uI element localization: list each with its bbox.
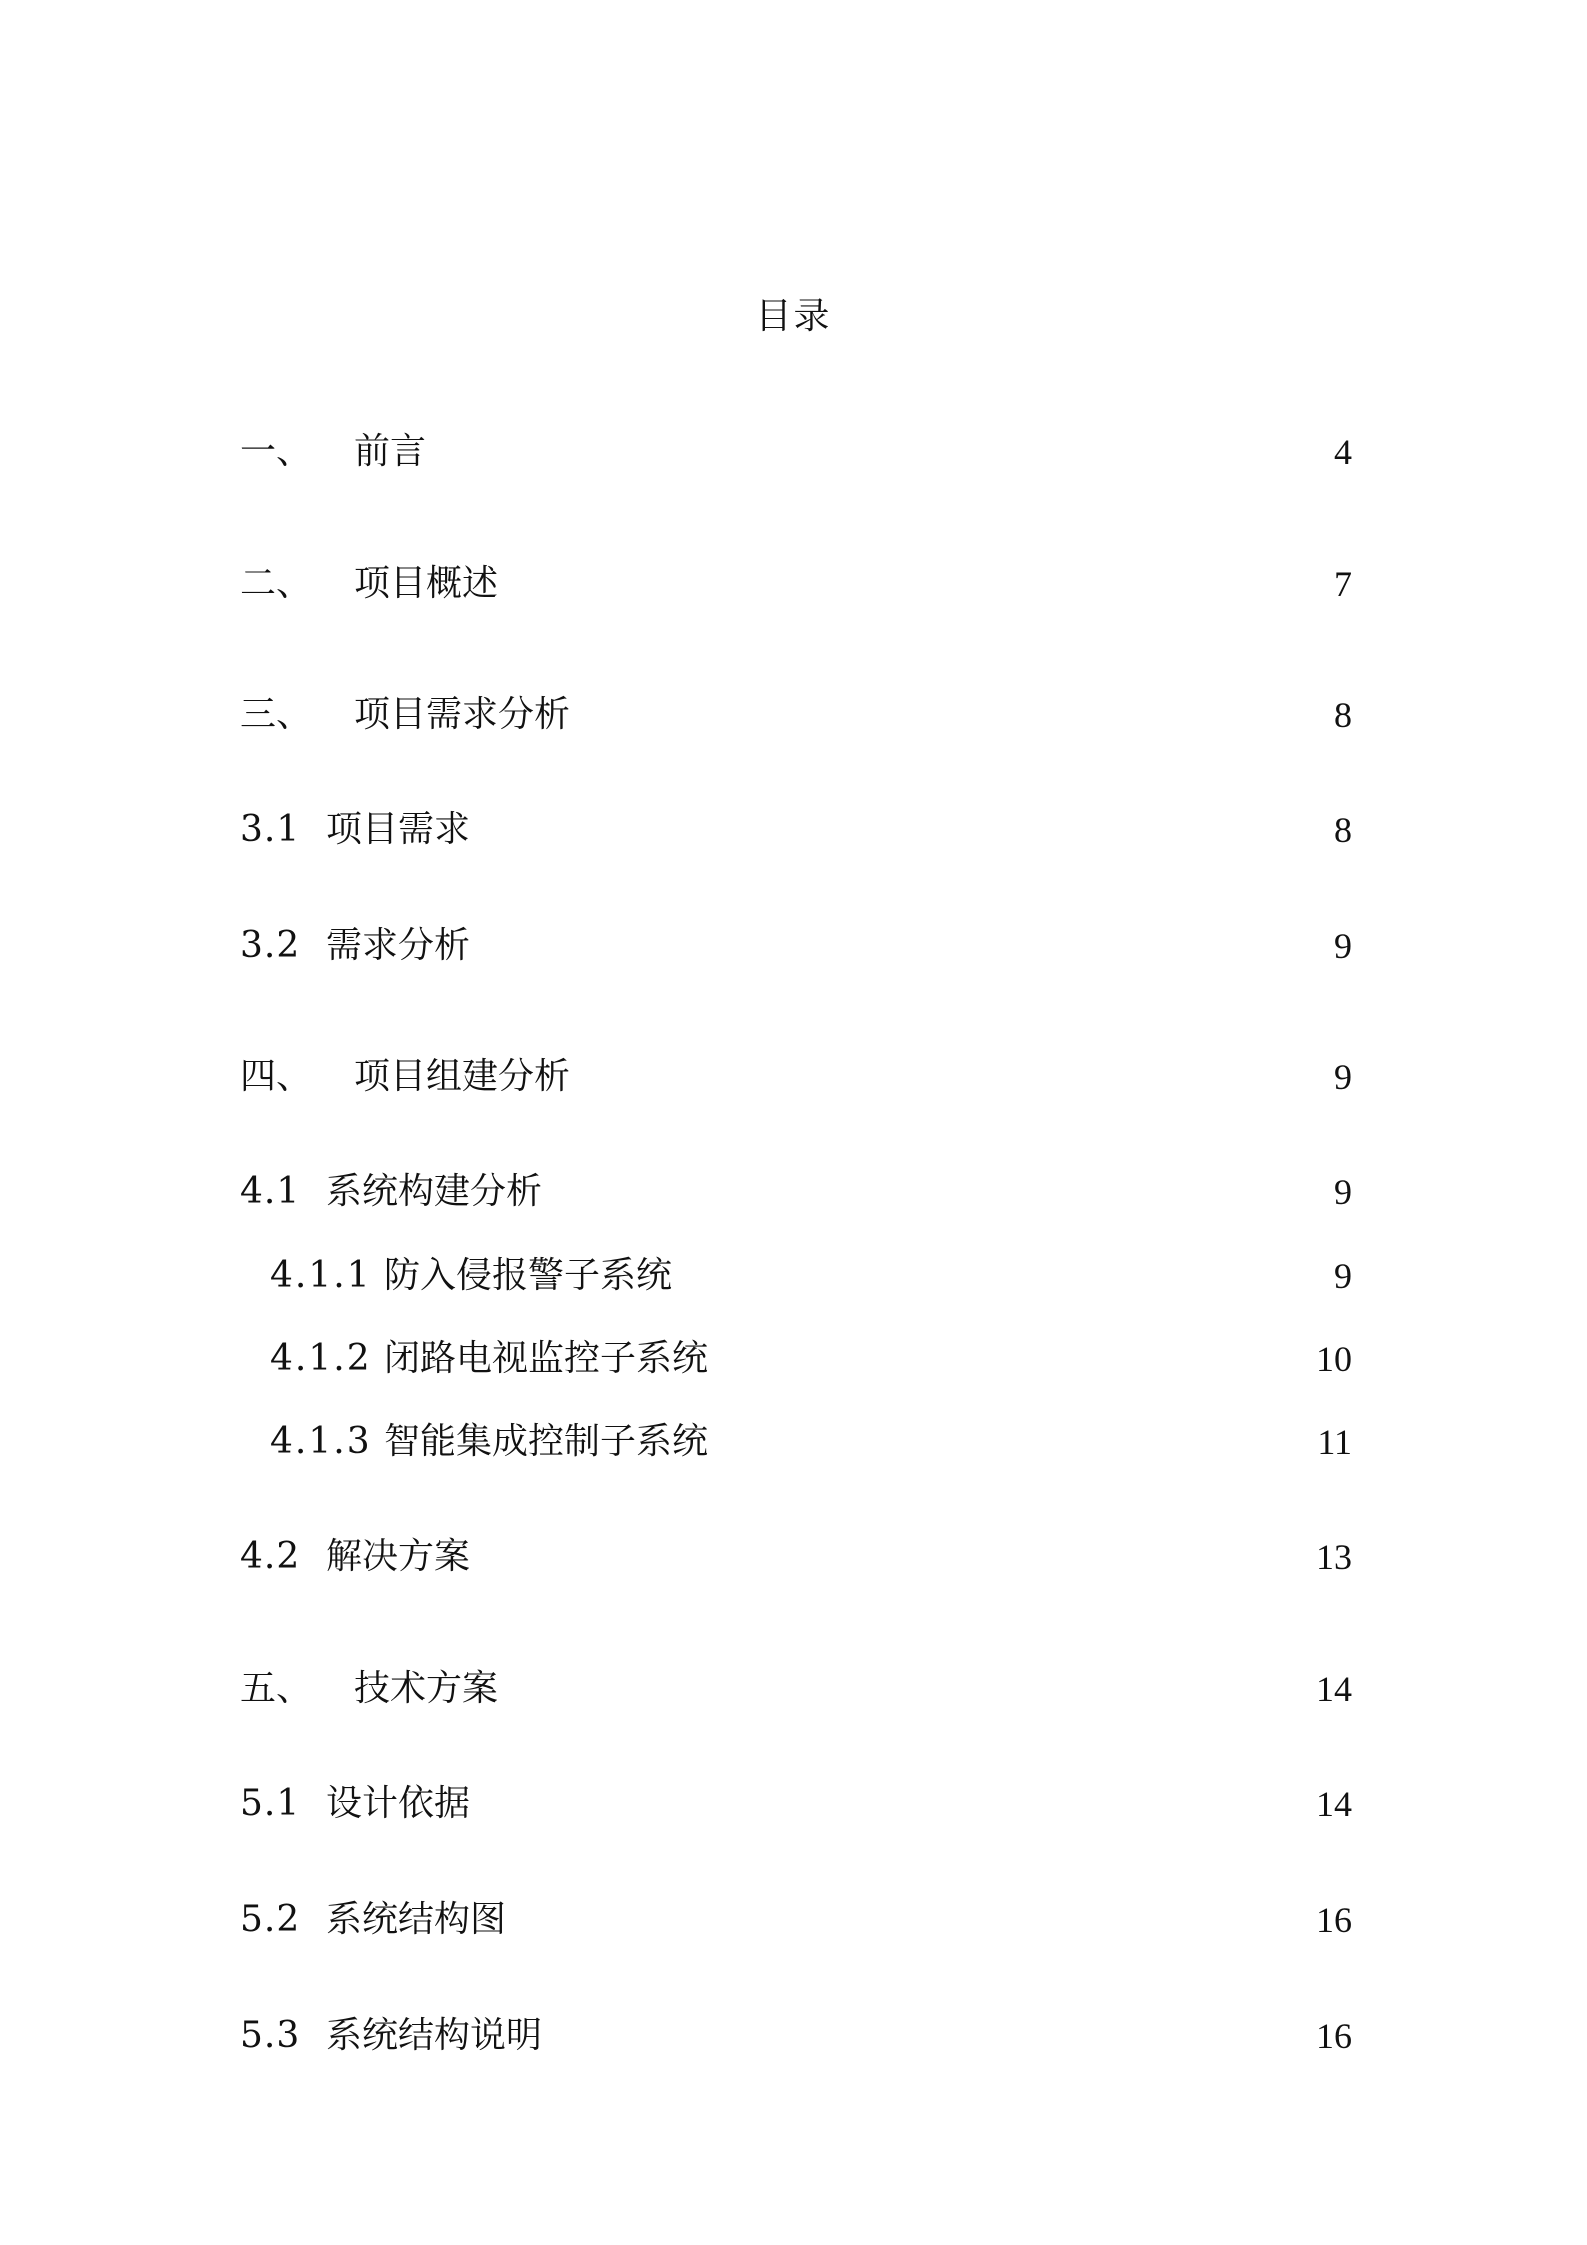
toc-entry-section-5-2[interactable] — [240, 1896, 1352, 1944]
toc-entry-number: 二、 — [240, 563, 313, 604]
toc-entry-title: 防入侵报警子系统 — [384, 1255, 673, 1296]
toc-entry-title: 技术方案 — [354, 1668, 499, 1709]
toc-entry-section-4-2[interactable] — [240, 1533, 1352, 1581]
toc-entry-number: 4.1.2 — [270, 1338, 372, 1379]
toc-entry-number: 四、 — [240, 1056, 313, 1097]
toc-entry-number: 5.3 — [240, 2015, 301, 2056]
toc-entry-section-5-3[interactable] — [240, 2012, 1352, 2060]
toc-entry-page-number: 9 — [1334, 1172, 1352, 1212]
toc-entry-number: 3.2 — [240, 925, 301, 966]
toc-entry-number: 4.2 — [240, 1536, 301, 1577]
toc-entry-section-4-1[interactable] — [240, 1168, 1352, 1216]
toc-entry-number: 一、 — [240, 431, 313, 472]
toc-entry-title: 智能集成控制子系统 — [384, 1421, 709, 1462]
toc-entry-page-number: 14 — [1316, 1669, 1352, 1709]
toc-entry-page-number: 10 — [1316, 1339, 1352, 1379]
toc-entry-section-3-2[interactable] — [240, 922, 1352, 970]
toc-entry-page-number: 14 — [1316, 1784, 1352, 1824]
toc-entry-number: 4.1.3 — [270, 1421, 372, 1462]
toc-entry-page-number: 9 — [1334, 1057, 1352, 1097]
toc-entry-title: 需求分析 — [326, 925, 471, 966]
toc-entry-title: 项目需求分析 — [354, 694, 571, 735]
toc-entry-page-number: 8 — [1334, 810, 1352, 850]
toc-entry-subsection-4-1-2[interactable] — [240, 1335, 1352, 1383]
toc-entry-title: 解决方案 — [326, 1536, 471, 1577]
toc-entry-subsection-4-1-1[interactable] — [240, 1252, 1352, 1300]
toc-entry-chapter-4[interactable] — [240, 1053, 1352, 1101]
toc-entry-title: 闭路电视监控子系统 — [384, 1338, 709, 1379]
toc-entry-title: 系统构建分析 — [326, 1171, 543, 1212]
toc-entry-page-number: 11 — [1317, 1422, 1352, 1462]
toc-entry-section-3-1[interactable] — [240, 806, 1352, 854]
toc-entry-title: 项目需求 — [326, 809, 471, 850]
toc-entry-page-number: 9 — [1334, 1256, 1352, 1296]
toc-entry-page-number: 16 — [1316, 1900, 1352, 1940]
toc-entry-page-number: 13 — [1316, 1537, 1352, 1577]
toc-entry-title: 项目组建分析 — [354, 1056, 571, 1097]
toc-entry-page-number: 9 — [1334, 926, 1352, 966]
toc-entry-title: 前言 — [354, 431, 427, 472]
toc-entry-number: 4.1.1 — [270, 1255, 372, 1296]
toc-entry-title: 系统结构说明 — [326, 2015, 543, 2056]
toc-entry-number: 五、 — [240, 1668, 313, 1709]
toc-entry-chapter-2[interactable] — [240, 560, 1352, 608]
toc-entry-page-number: 4 — [1334, 432, 1352, 472]
toc-entry-page-number: 8 — [1334, 695, 1352, 735]
page-title: 目录 — [755, 296, 832, 337]
toc-entry-title: 设计依据 — [326, 1783, 471, 1824]
toc-entry-number: 三、 — [240, 694, 313, 735]
toc-entry-chapter-3[interactable] — [240, 691, 1352, 739]
toc-entry-title: 项目概述 — [354, 563, 499, 604]
toc-entry-section-5-1[interactable] — [240, 1780, 1352, 1828]
toc-entry-page-number: 16 — [1316, 2016, 1352, 2056]
toc-entry-page-number: 7 — [1334, 564, 1352, 604]
toc-entry-number: 3.1 — [240, 809, 301, 850]
toc-entry-subsection-4-1-3[interactable] — [240, 1418, 1352, 1466]
toc-entry-chapter-5[interactable] — [240, 1665, 1352, 1713]
toc-entry-number: 5.2 — [240, 1899, 301, 1940]
toc-entry-number: 4.1 — [240, 1171, 301, 1212]
toc-entry-title: 系统结构图 — [326, 1899, 507, 1940]
toc-entry-number: 5.1 — [240, 1783, 301, 1824]
toc-entry-chapter-1[interactable] — [240, 428, 1352, 476]
